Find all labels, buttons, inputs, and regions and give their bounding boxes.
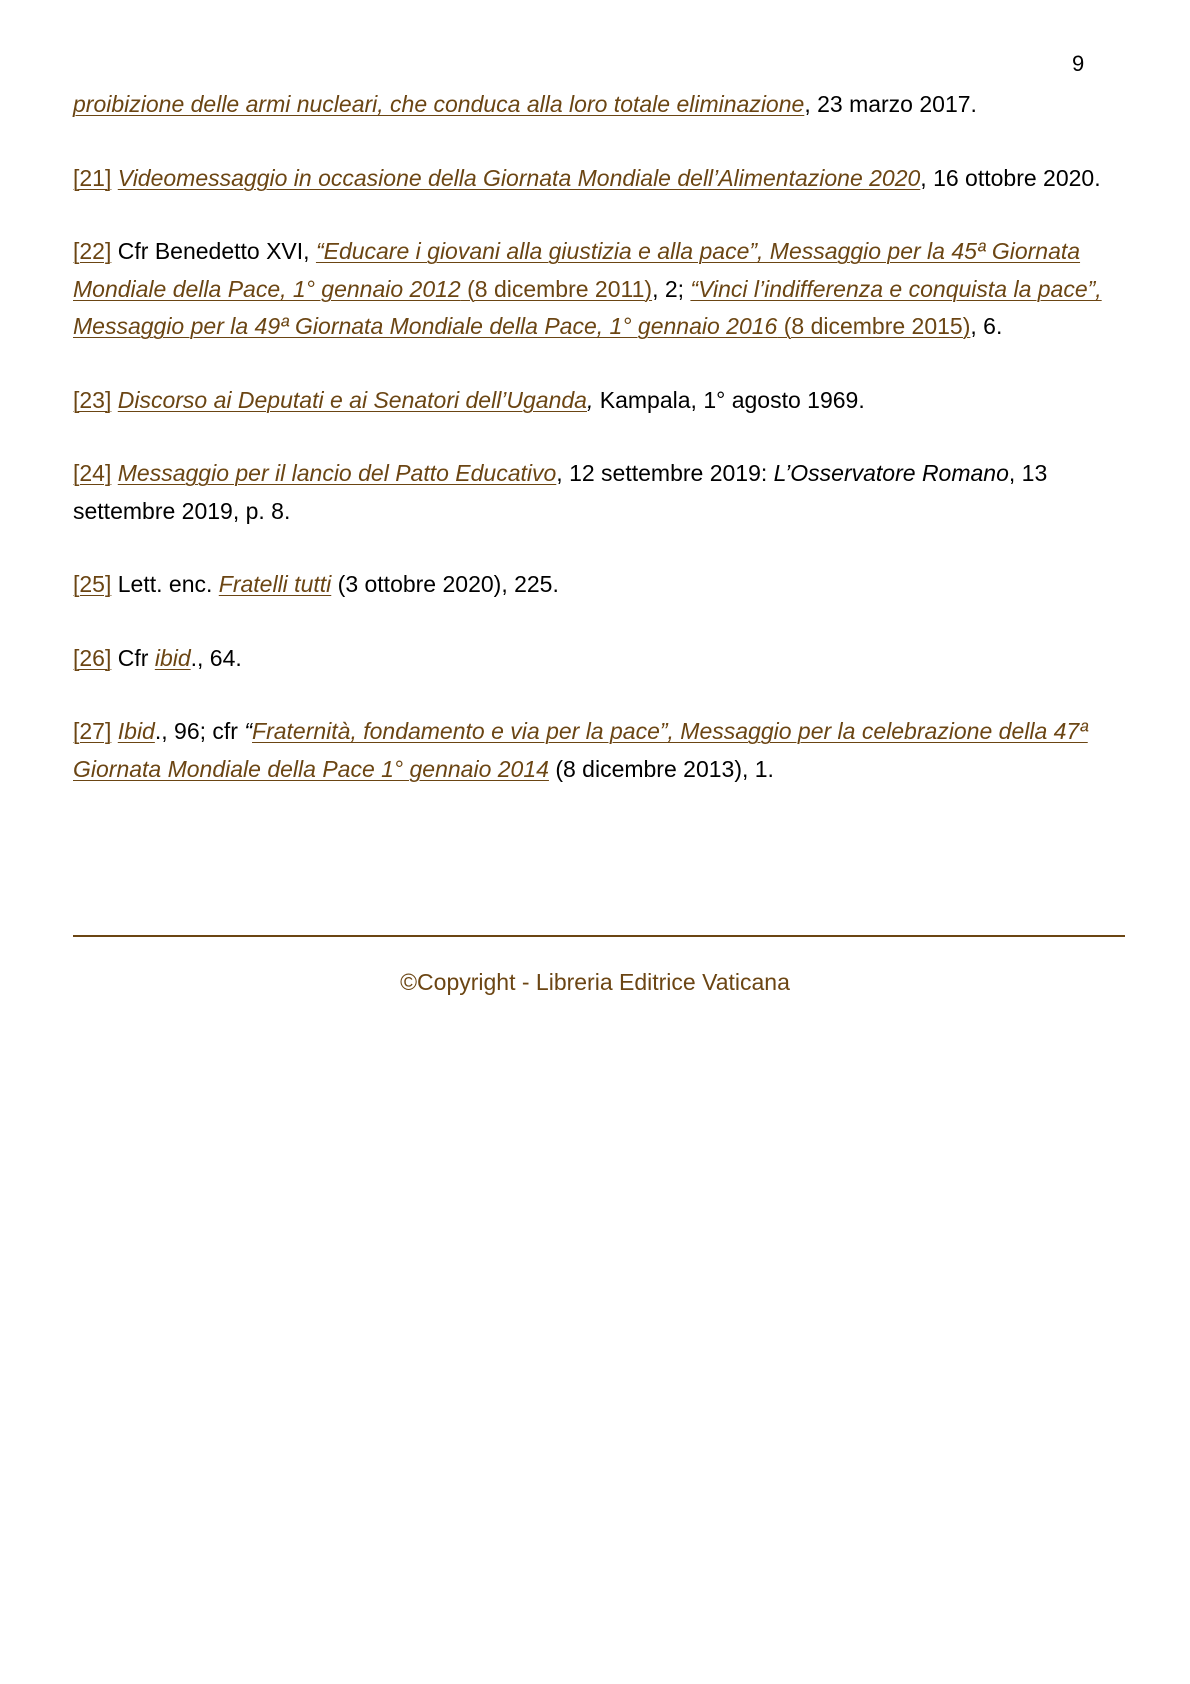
footnote-25-tail: (3 ottobre 2020), 225. [331, 571, 559, 597]
footer-divider [73, 935, 1125, 937]
footnote-22-tail: , 6. [970, 313, 1003, 339]
footnote-26 [73, 640, 1108, 678]
footnote-20 [73, 86, 1108, 124]
page-number: 9 [1072, 51, 1085, 76]
footnote-21 [73, 160, 1108, 198]
footnote-27-tail: (8 dicembre 2013), 1. [548, 755, 774, 782]
footnote-21-tail: , 16 ottobre 2020. [920, 164, 1101, 191]
footnote-23-link[interactable]: Discorso ai Deputati e ai Senatori dell’Uganda [117, 386, 587, 413]
footnote-22-link-2-title: “Vinci l’indifferenza e conquista la pace”, Messaggio per la 49ª Giornata Mondiale della Pace, 1° gennaio 2016 [73, 275, 1102, 339]
footnote-27 [73, 713, 1108, 788]
footnote-20-link[interactable]: proibizione delle armi nucleari, che conduca alla loro totale eliminazione [73, 91, 805, 117]
footnote-26-link[interactable]: ibid [154, 644, 191, 671]
footnote-22 [73, 233, 1108, 346]
footnote-24-mid: , 12 settembre 2019: [556, 460, 774, 486]
footnote-24-tail: , 13 settembre 2019, p. 8. [73, 460, 1048, 524]
footnotes-list [73, 86, 1108, 824]
footnote-27-mid: ., 96; cfr [154, 718, 245, 744]
footnote-21-ref[interactable]: [21] [73, 164, 112, 191]
footnote-27-ref[interactable]: [27] [73, 718, 112, 744]
footnote-24-ref[interactable]: [24] [73, 460, 112, 486]
footnote-25-ref[interactable]: [25] [73, 571, 112, 597]
copyright-notice: ©Copyright - Libreria Editrice Vaticana [400, 969, 790, 995]
footnote-27-quote-open: “ [244, 718, 253, 744]
footnote-22-link-1-title: “Educare i giovani alla giustizia e alla pace”, Messaggio per la 45ª Giornata Mondiale della Pace, 1° gennaio 2012 [73, 238, 1081, 302]
footnote-27-link-2[interactable]: Fraternità, fondamento e via per la pace”, Messaggio per la celebrazione della 47ª Giornata Mondiale della Pace 1° gennaio 2014 [73, 718, 1088, 782]
footnote-22-lead: Cfr Benedetto XVI, [111, 238, 316, 264]
footnote-24-journal: L’Osservatore Romano [773, 460, 1009, 486]
footnote-26-lead: Cfr [111, 644, 155, 671]
footnote-25 [73, 566, 1108, 604]
footnote-25-link[interactable]: Fratelli tutti [218, 571, 332, 597]
footnote-23-comma: , [586, 386, 594, 413]
footnote-26-tail: ., 64. [190, 644, 242, 671]
footnote-22-ref[interactable]: [22] [73, 238, 112, 264]
footnote-22-mid: , 2; [652, 275, 691, 302]
footnote-25-lead: Lett. enc. [111, 571, 219, 597]
footnote-24 [73, 455, 1108, 530]
footnote-27-link-1[interactable]: Ibid [117, 718, 155, 744]
footnote-23 [73, 382, 1108, 420]
footnote-23-tail: Kampala, 1° agosto 1969. [593, 386, 865, 413]
footnote-21-link[interactable]: Videomessaggio in occasione della Giornata Mondiale dell’Alimentazione 2020 [117, 164, 921, 191]
footnote-23-ref[interactable]: [23] [73, 386, 112, 413]
footnote-22-link-2-date: (8 dicembre 2015) [777, 313, 971, 339]
footnote-22-link-1-date: (8 dicembre 2011) [460, 275, 653, 302]
footnote-26-ref[interactable]: [26] [73, 644, 112, 671]
footnote-24-link[interactable]: Messaggio per il lancio del Patto Educativo [117, 460, 557, 486]
footnote-20-tail: , 23 marzo 2017. [804, 91, 977, 117]
